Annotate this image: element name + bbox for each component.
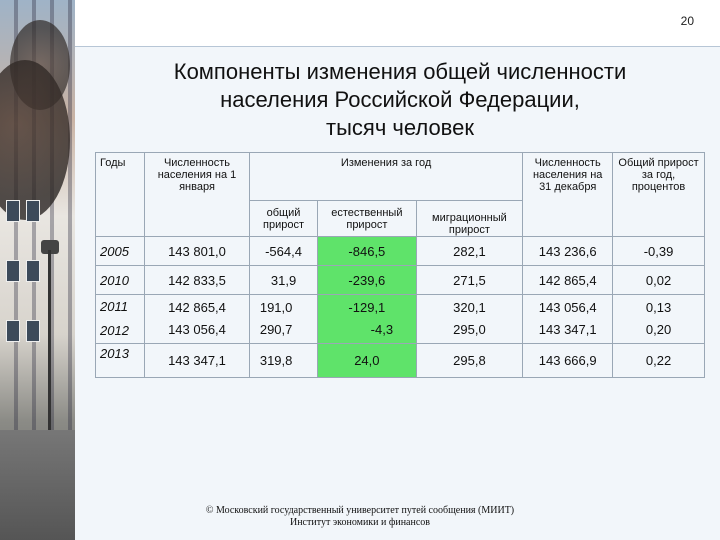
header-natural-growth: естественный прирост [318,201,416,237]
cell-pop-start: 143 801,0 [145,237,250,266]
cell-total: 31,9 [249,266,317,295]
cell-migration: 295,0 [453,322,486,337]
cell-total: 290,7 [259,322,293,337]
cell-migration: 271,5 [416,266,523,295]
cell-pct: 0,20 [645,322,672,337]
cell-pop-start: 142 833,5 [145,266,250,295]
cell-natural: -129,1 [348,300,386,315]
building-photo [0,0,75,540]
footer-line-1: © Московский государственный университет путей сообщения (МИИТ) [205,505,515,516]
table-row [96,237,705,266]
cell-pop-end: 143 347,1 [538,322,597,337]
cell-pct: 0,22 [613,344,705,378]
header-changes: Изменения за год [249,153,522,201]
header-bar [75,0,720,47]
footer [0,505,720,529]
cell-natural: -846,5 [318,237,416,266]
cell-pct: -0,39 [613,237,705,266]
cell-pct: 0,13 [645,300,672,315]
footer-line-2: Институт экономики и финансов [289,517,431,528]
cell-migration: 282,1 [416,237,523,266]
header-pop-end: Численность населения на 31 декабря [523,153,613,237]
cell-total: 319,8 [249,344,317,378]
header-migration-growth: миграционный прирост [416,201,523,237]
cell-migration: 320,1 [453,300,486,315]
cell-pop-start: 142 865,4 [168,300,226,315]
cell-pop-start: 143 056,4 [168,322,226,337]
cell-pct: 0,02 [613,266,705,295]
cell-year: 2011 [100,299,128,314]
cell-year: 2010 [96,266,145,295]
cell-migration: 295,8 [416,344,523,378]
table-row [96,344,705,378]
cell-total: 191,0 [259,300,293,315]
population-table [95,152,705,378]
cell-year: 2013 [96,344,145,378]
title-line-1: Компоненты изменения общей численности [173,59,627,84]
cell-natural: -239,6 [318,266,416,295]
cell-year: 2012 [100,323,129,338]
header-total-growth: общий прирост [249,201,317,237]
cell-natural: -4,3 [370,322,394,337]
title-line-2: населения Российской Федерации, [220,87,580,112]
cell-pop-end: 142 865,4 [523,266,613,295]
header-years: Годы [96,153,145,237]
title-line-3: тысяч человек [326,115,474,140]
cell-pop-start: 143 347,1 [145,344,250,378]
cell-total: -564,4 [249,237,317,266]
cell-pop-end: 143 666,9 [523,344,613,378]
cell-pop-end: 143 236,6 [523,237,613,266]
cell-pop-end: 143 056,4 [538,300,597,315]
cell-year: 2005 [96,237,145,266]
slide-title [100,58,700,142]
page-number: 20 [680,14,694,28]
header-pop-start: Численность населения на 1 января [145,153,250,237]
table-row-combined [96,295,705,344]
header-total-pct: Общий прирост за год, процентов [613,153,705,237]
cell-natural: 24,0 [318,344,416,378]
table-row [96,266,705,295]
